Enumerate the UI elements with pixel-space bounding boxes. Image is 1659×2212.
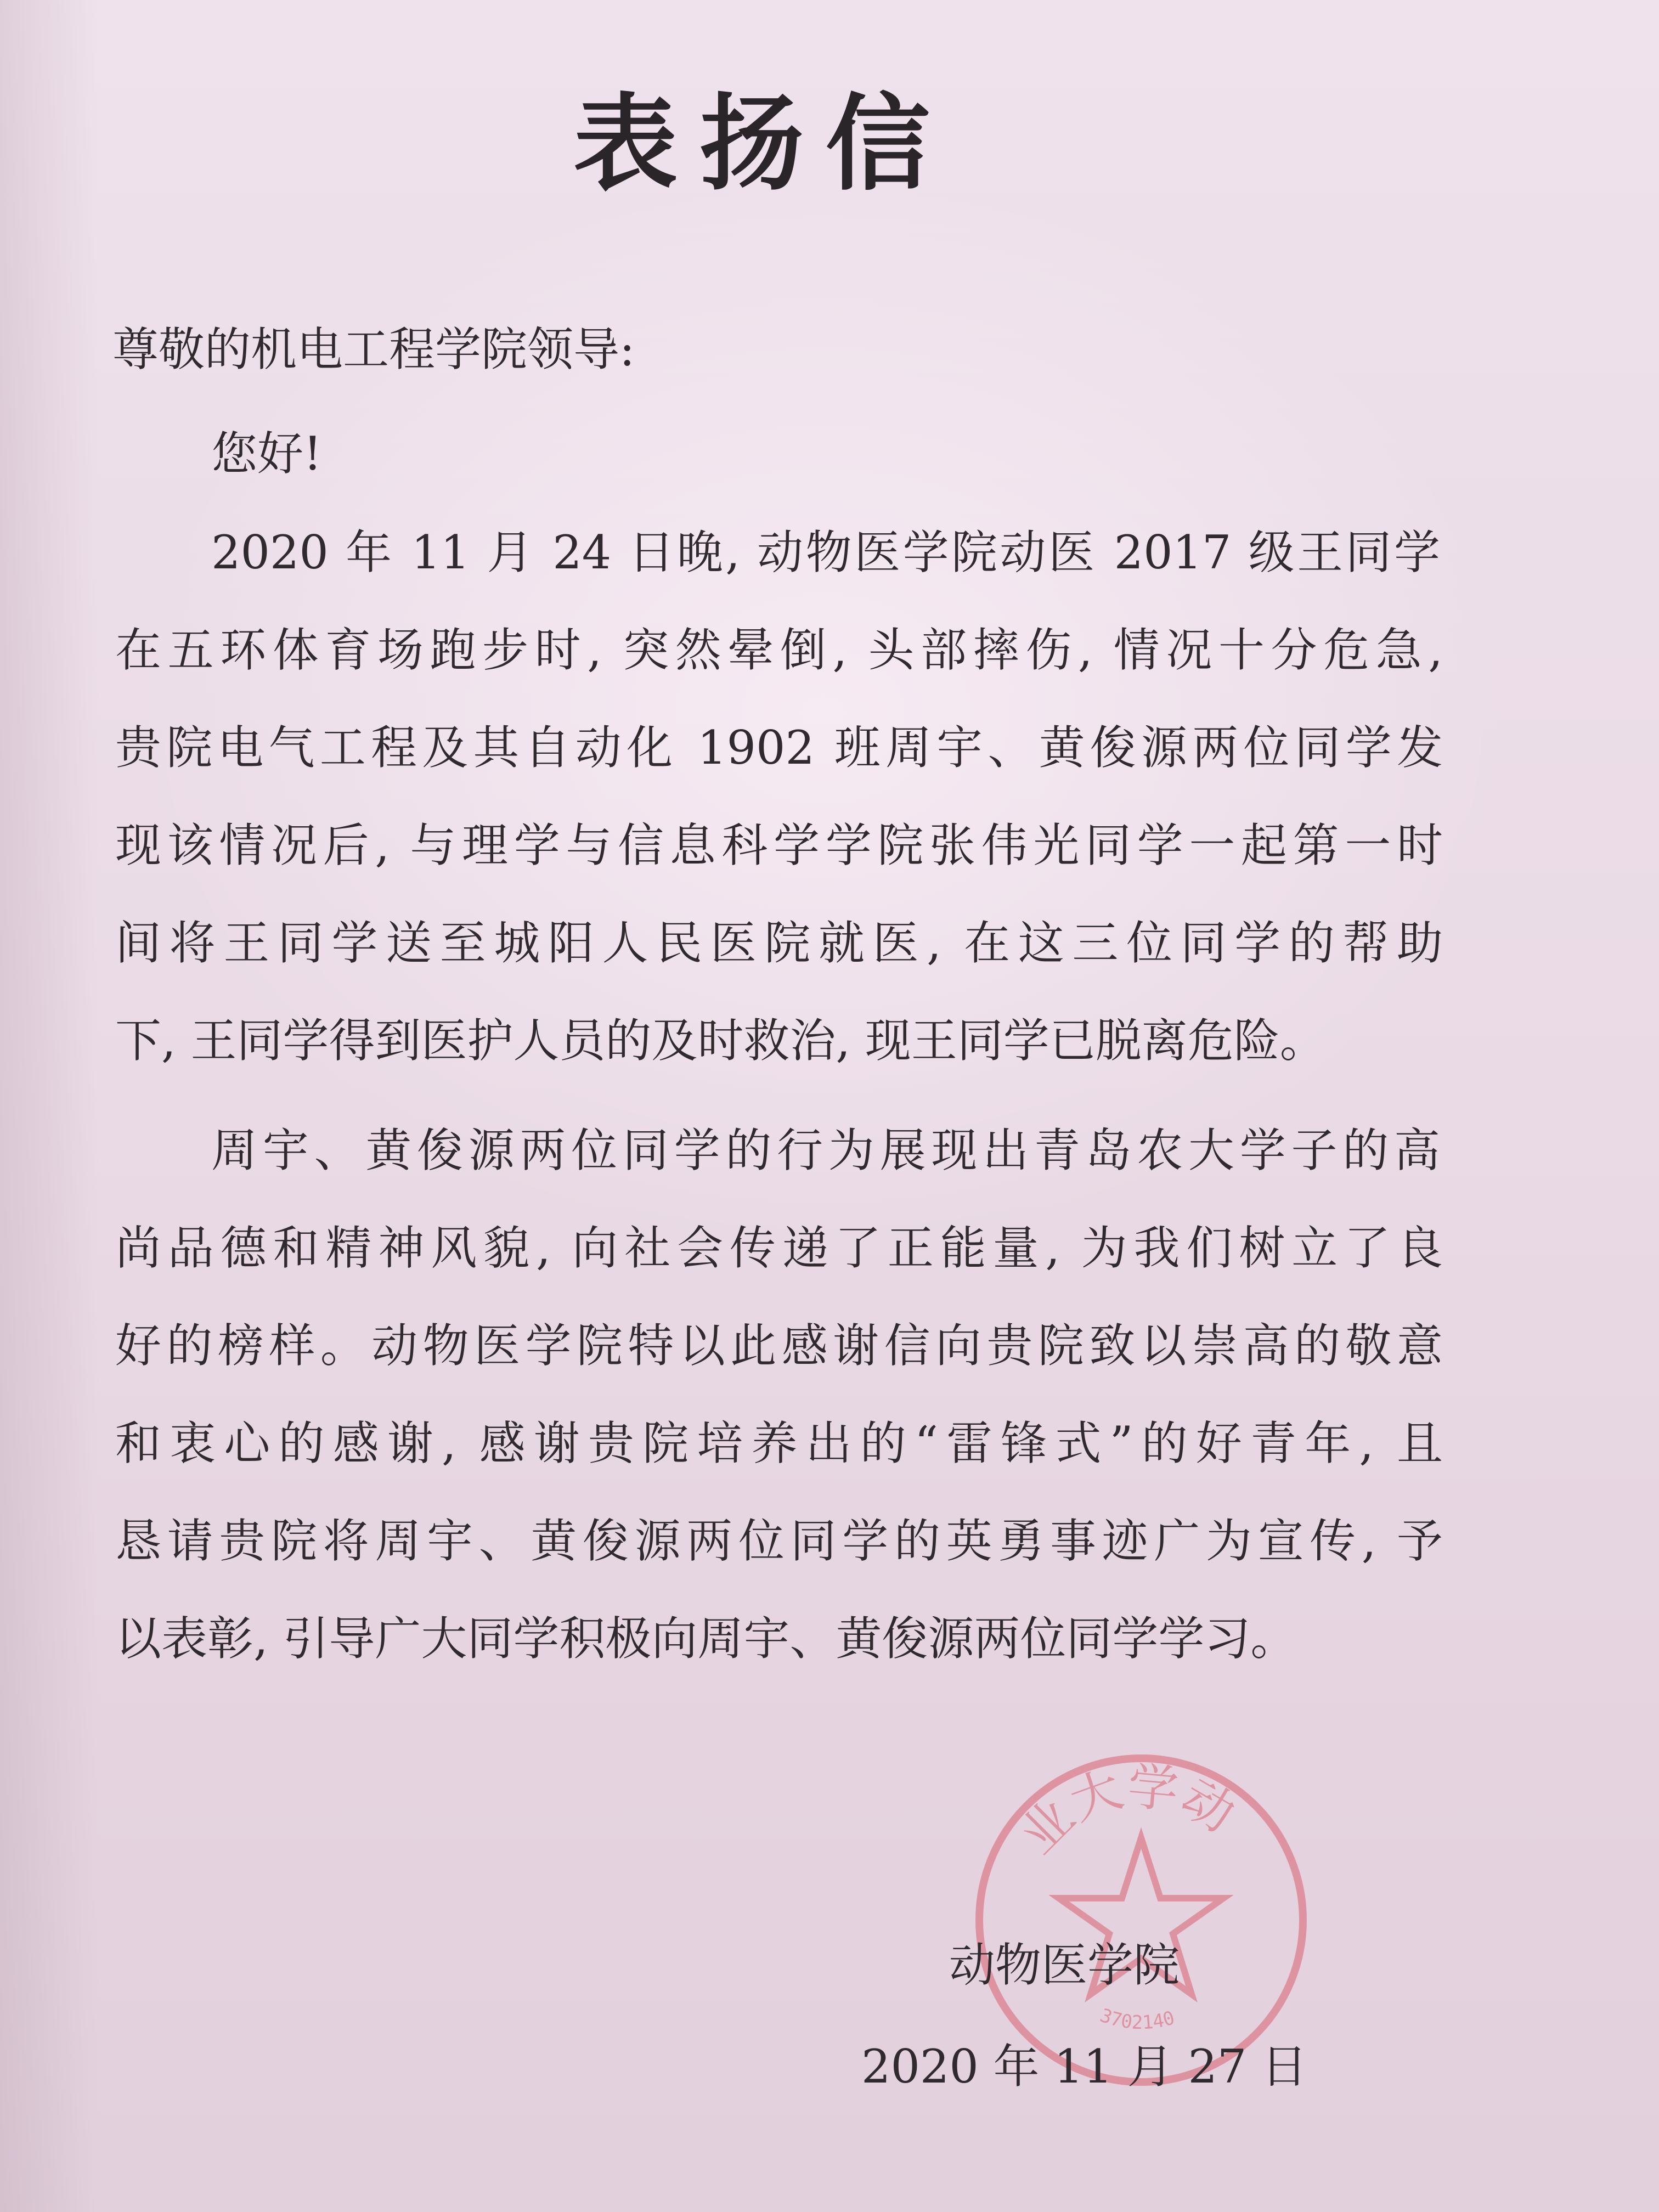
signature-date: 2020 年 11 月 27 日 (861, 2040, 1308, 2094)
letter-title: 表扬信 (573, 82, 952, 205)
paragraph1-line-3: 贵院电气工程及其自动化 1902 班周宇、黄俊源两位同学发 (115, 721, 1443, 775)
paragraph2-line-5: 恳请贵院将周宇、黄俊源两位同学的英勇事迹广为宣传, 予 (115, 1514, 1443, 1568)
paragraph1-line-4: 现该情况后, 与理学与信息科学学院张伟光同学一起第一时 (115, 819, 1443, 872)
signature-organization: 动物医学院 (949, 1938, 1180, 1992)
paragraph1-line-1: 2020 年 11 月 24 日晚, 动物医学院动医 2017 级王同学 (211, 526, 1440, 579)
seal-number: 3702140 (1097, 2004, 1177, 2034)
paper-shadow (0, 0, 99, 2212)
paragraph1-line-2: 在五环体育场跑步时, 突然晕倒, 头部摔伤, 情况十分危急, (115, 623, 1443, 677)
paragraph2-line-2: 尚品德和精神风貌, 向社会传递了正能量, 为我们树立了良 (115, 1221, 1443, 1275)
paragraph2-line-3: 好的榜样。动物医学院特以此感谢信向贵院致以崇高的敬意 (115, 1319, 1443, 1373)
seal-arc-text: 业大学动 (1008, 1757, 1245, 1865)
paragraph2-line-6: 以表彰, 引导广大同学积极向周宇、黄俊源两位同学学习。 (115, 1612, 1297, 1666)
paragraph2-line-1: 周宇、黄俊源两位同学的行为展现出青岛农大学子的高 (211, 1124, 1440, 1177)
paragraph1-line-6: 下, 王同学得到医护人员的及时救治, 现王同学已脱离危险。 (115, 1014, 1326, 1068)
paragraph1-line-5: 间将王同学送至城阳人民医院就医, 在这三位同学的帮助 (115, 916, 1443, 970)
paragraph2-line-4: 和衷心的感谢, 感谢贵院培养出的“雷锋式”的好青年, 且 (115, 1417, 1443, 1470)
greeting: 您好! (211, 427, 322, 481)
salutation: 尊敬的机电工程学院领导: (112, 323, 635, 376)
